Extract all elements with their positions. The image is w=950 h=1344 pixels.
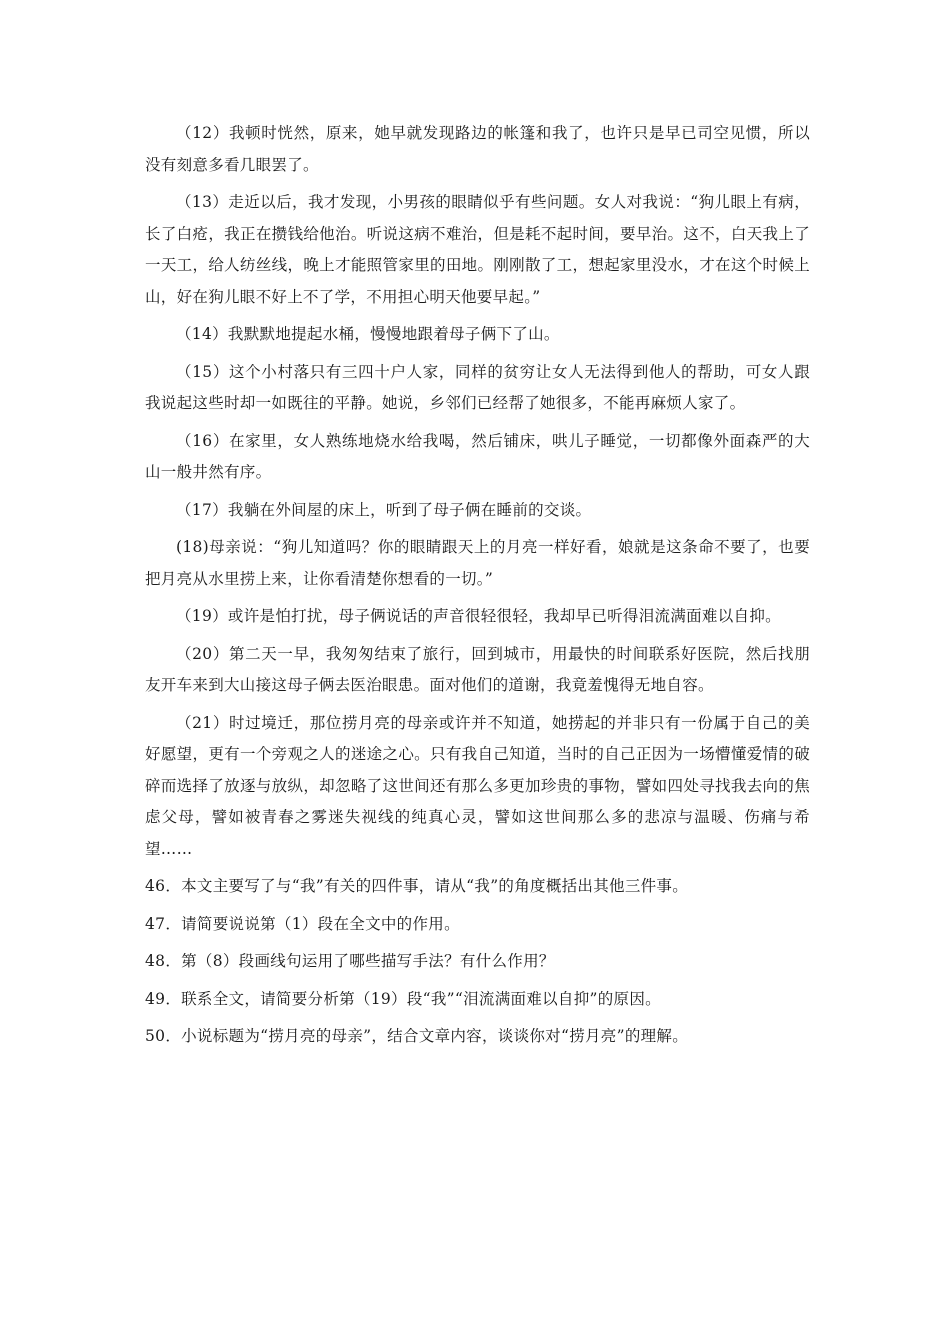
paragraph-18: (18)母亲说：“狗儿知道吗？你的眼睛跟天上的月亮一样好看，娘就是这条命不要了，也要把月亮从水里捞上来，让你看清楚你想看的一切。” [145, 538, 810, 588]
question-50: 50．小说标题为“捞月亮的母亲”，结合文章内容，谈谈你对“捞月亮”的理解。 [145, 1027, 689, 1045]
paragraph-14: （14）我默默地提起水桶，慢慢地跟着母子俩下了山。 [176, 325, 560, 343]
question-47: 47．请简要说说第（1）段在全文中的作用。 [145, 914, 460, 933]
question-48: 48．第（8）段画线句运用了哪些描写手法？有什么作用？ [145, 952, 555, 970]
paragraph-17: （17）我躺在外间屋的床上，听到了母子俩在睡前的交谈。 [176, 500, 592, 519]
paragraph-21: （21）时过境迁，那位捞月亮的母亲或许并不知道，她捞起的并非只有一份属于自己的美好愿望，更有一个旁观之人的迷途之心。只有我自己知道，当时的自己正因为一场懵懂爱情的破碎而选择了放逐与放纵，却忽略了这世间还有那么多更加珍贵的事物，譬如四处寻找我去向的焦虑父母，譬如被青春之雾迷失视线的纯真心灵，譬如这世间那么多的悲凉与温暖、伤痛与希望…… [145, 713, 810, 858]
document-body [145, 118, 810, 1059]
question-46: 46．本文主要写了与“我”有关的四件事，请从“我”的角度概括出其他三件事。 [145, 877, 689, 895]
paragraph-16: （16）在家里，女人熟练地烧水给我喝，然后铺床，哄儿子睡觉，一切都像外面森严的大山一般井然有序。 [145, 431, 810, 481]
paragraph-12: （12）我顿时恍然，原来，她早就发现路边的帐篷和我了，也许只是早已司空见惯，所以没有刻意多看几眼罢了。 [145, 124, 810, 174]
paragraph-13: （13）走近以后，我才发现，小男孩的眼睛似乎有些问题。女人对我说：“狗儿眼上有病，长了白疮，我正在攒钱给他治。听说这病不难治，但是耗不起时间，要早治。这不，白天我上了一天工，给人纺丝线，晚上才能照管家里的田地。刚刚散了工，想起家里没水，才在这个时候上山，好在狗儿眼不好上不了学，不用担心明天他要早起。” [145, 193, 810, 306]
question-49: 49．联系全文，请简要分析第（19）段“我”“泪流满面难以自抑”的原因。 [145, 989, 661, 1008]
paragraph-19: （19）或许是怕打扰，母子俩说话的声音很轻很轻，我却早已听得泪流满面难以自抑。 [176, 607, 781, 625]
paragraph-15: （15）这个小村落只有三四十户人家，同样的贫穷让女人无法得到他人的帮助，可女人跟我说起这些时却一如既往的平静。她说，乡邻们已经帮了她很多，不能再麻烦人家了。 [145, 362, 810, 412]
paragraph-20: （20）第二天一早，我匆匆结束了旅行，回到城市，用最快的时间联系好医院，然后找朋友开车来到大山接这母子俩去医治眼患。面对他们的道谢，我竟羞愧得无地自容。 [145, 644, 810, 694]
